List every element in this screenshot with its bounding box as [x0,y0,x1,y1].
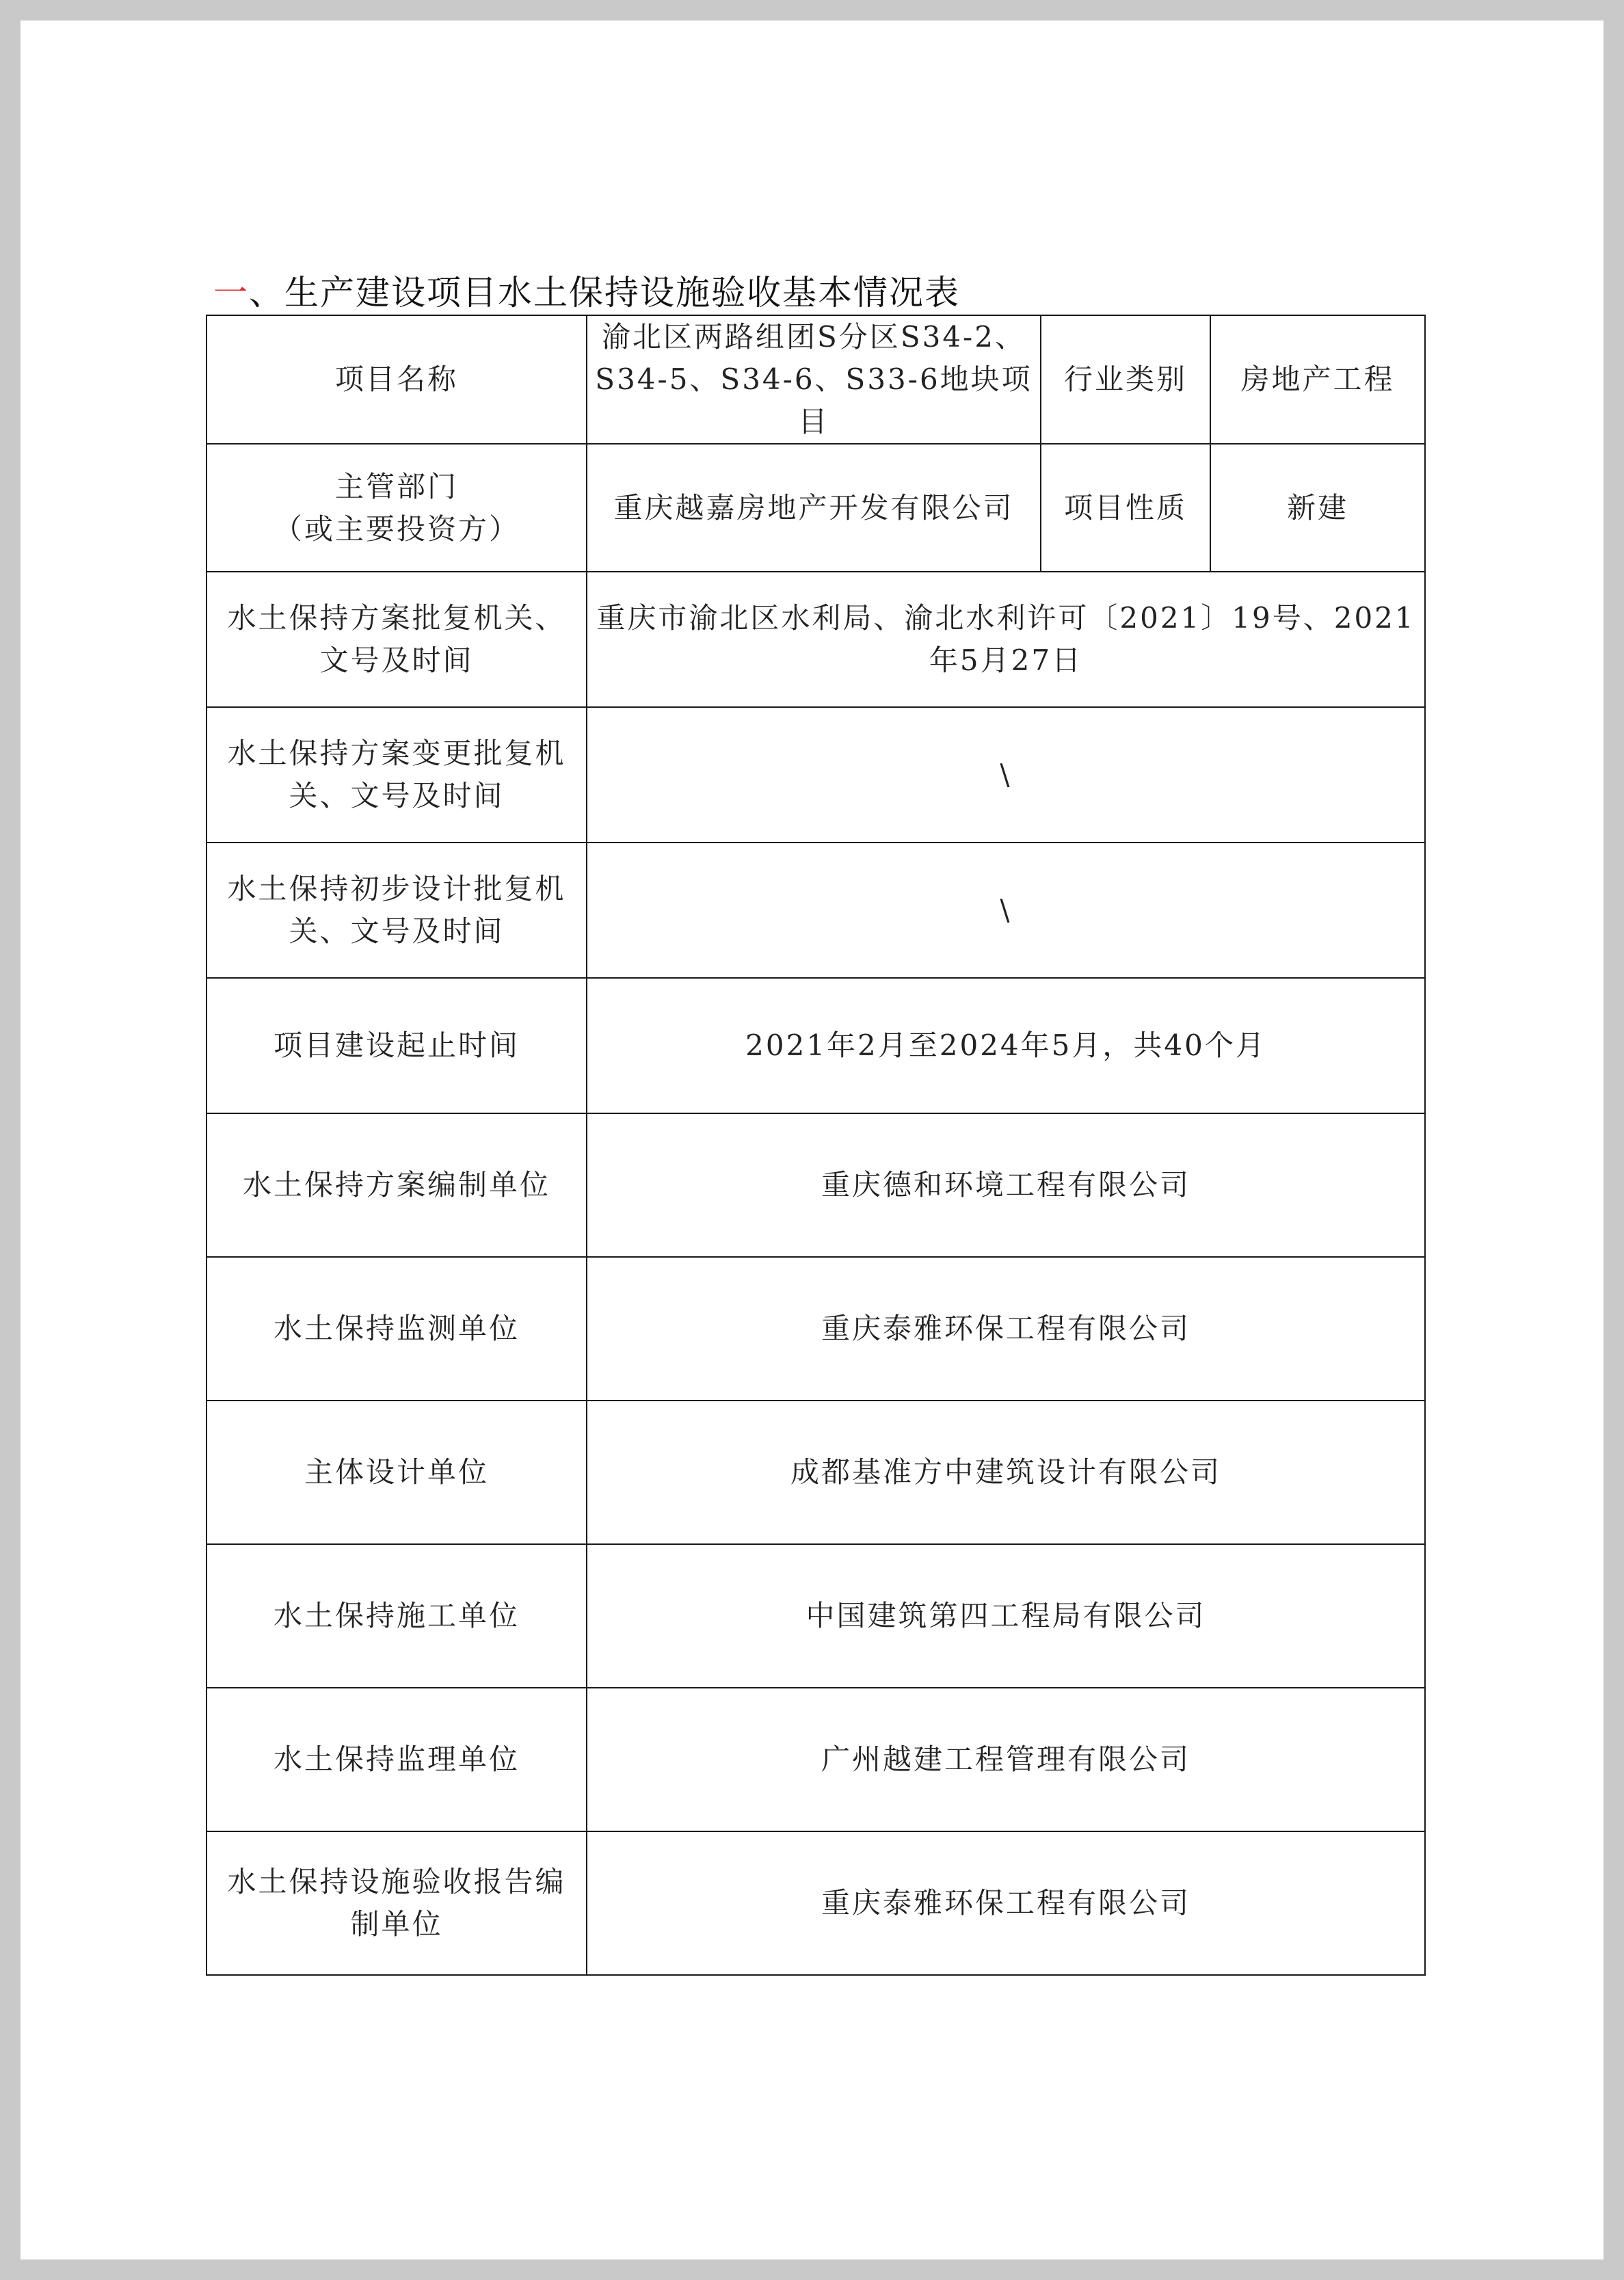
table-row [207,572,1425,707]
row-value: 中国建筑第四工程局有限公司 [587,1544,1425,1688]
row-value: 广州越建工程管理有限公司 [587,1688,1425,1831]
row-value: 2021年2月至2024年5月，共40个月 [587,978,1425,1113]
department-label-line: （或主要投资方） [273,512,520,546]
table-row [207,1113,1425,1257]
row-label: 水土保持方案编制单位 [207,1113,587,1257]
project-name-label: 项目名称 [207,315,587,444]
table-row [207,843,1425,978]
industry-label: 行业类别 [1041,315,1210,444]
project-name-line: S34-5、S34-6、S33-6地块项目 [595,362,1033,438]
row-label: 水土保持设施验收报告编制单位 [207,1831,587,1975]
row-value: 成都基准方中建筑设计有限公司 [587,1401,1425,1544]
table-row [207,707,1425,843]
project-nature-value: 新建 [1210,444,1425,572]
project-nature-label: 项目性质 [1041,444,1210,572]
table-row [207,1688,1425,1831]
page-title [213,265,960,320]
table-row [207,315,1425,444]
row-label: 主体设计单位 [207,1401,587,1544]
row-value: 重庆泰雅环保工程有限公司 [587,1831,1425,1975]
row-value: \ [587,843,1425,978]
row-label: 水土保持方案变更批复机关、文号及时间 [207,707,587,843]
row-label: 水土保持监测单位 [207,1257,587,1401]
table-row [207,1257,1425,1401]
row-label: 水土保持初步设计批复机关、文号及时间 [207,843,587,978]
department-label-line: 主管部门 [334,469,458,503]
row-value: 重庆市渝北区水利局、渝北水利许可〔2021〕19号、2021年5月27日 [587,572,1425,707]
department-value: 重庆越嘉房地产开发有限公司 [587,444,1041,572]
row-value: \ [587,707,1425,843]
table-row [207,444,1425,572]
table-row [207,1831,1425,1975]
section-title: 、生产建设项目水土保持设施验收基本情况表 [249,273,960,313]
section-number: 一 [213,273,249,313]
row-value: 重庆德和环境工程有限公司 [587,1113,1425,1257]
industry-value: 房地产工程 [1210,315,1425,444]
row-value: 重庆泰雅环保工程有限公司 [587,1257,1425,1401]
row-label: 项目建设起止时间 [207,978,587,1113]
row-label: 水土保持施工单位 [207,1544,587,1688]
table-row [207,1401,1425,1544]
row-label: 水土保持监理单位 [207,1688,587,1831]
table-row [207,978,1425,1113]
table-row [207,1544,1425,1688]
department-label [207,444,587,572]
project-name-line: 渝北区两路组团S分区S34-2、 [602,320,1026,354]
row-label: 水土保持方案批复机关、文号及时间 [207,572,587,707]
project-name-value [587,315,1041,444]
acceptance-info-table [206,315,1426,1976]
